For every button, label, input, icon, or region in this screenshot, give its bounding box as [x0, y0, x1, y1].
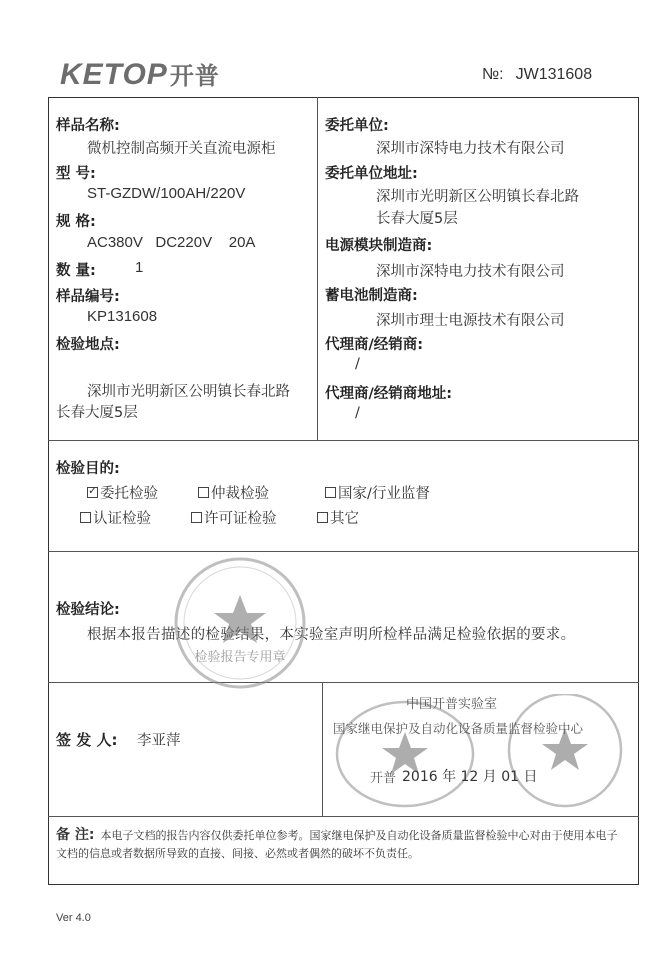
purpose-option-other[interactable] — [317, 507, 359, 528]
location-label: 检验地点: — [56, 337, 120, 353]
row-divider-3 — [48, 682, 639, 683]
checkbox-icon[interactable] — [325, 487, 336, 498]
option-label: 委托检验 — [100, 486, 158, 502]
sample-code-value: KP131608 — [87, 308, 158, 325]
location-line-1: 深圳市光明新区公明镇长春北路 — [87, 384, 290, 400]
option-label: 仲裁检验 — [211, 486, 269, 502]
agent-value: / — [355, 356, 360, 372]
model-value: ST-GZDW/100AH/220V — [87, 185, 246, 202]
client-address-line-1: 深圳市光明新区公明镇长春北路 — [376, 189, 579, 205]
report-no-value: JW131608 — [515, 66, 593, 83]
spec-label: 规 格: — [56, 214, 96, 230]
spec-value: AC380V DC220V 20A — [87, 234, 256, 251]
checkbox-icon[interactable] — [80, 512, 91, 523]
sign-divider — [322, 682, 323, 816]
qty-label: 数 量: — [56, 263, 96, 279]
battery-mfr-value: 深圳市理士电源技术有限公司 — [376, 313, 565, 329]
lab-name: 中国开普实验室 — [406, 697, 498, 712]
purpose-option-license[interactable] — [191, 507, 277, 528]
purpose-option-certification[interactable] — [80, 507, 151, 528]
note — [56, 826, 622, 863]
agent-address-label: 代理商/经销商地址: — [325, 386, 453, 402]
purpose-option-entrusted[interactable] — [87, 482, 158, 503]
inspection-seal — [170, 553, 310, 693]
row-divider-2 — [48, 551, 639, 552]
agent-address-value: / — [355, 405, 360, 421]
option-label: 其它 — [330, 511, 359, 527]
sample-name-label: 样品名称: — [56, 118, 120, 134]
report-number — [482, 66, 592, 84]
center-name: 国家继电保护及自动化设备质量监督检验中心 — [333, 721, 584, 736]
option-label: 许可证检验 — [204, 511, 277, 527]
version-label: Ver 4.0 — [56, 912, 91, 924]
agent-label: 代理商/经销商: — [325, 337, 424, 353]
checkbox-icon[interactable] — [317, 512, 328, 523]
checkbox-icon[interactable] — [191, 512, 202, 523]
purpose-option-arbitration[interactable] — [198, 482, 269, 503]
column-divider — [317, 97, 318, 440]
sample-name-value: 微机控制高频开关直流电源柜 — [87, 141, 276, 157]
row-divider-1 — [48, 440, 639, 441]
option-label: 认证检验 — [93, 511, 151, 527]
checkbox-checked-icon[interactable] — [87, 487, 98, 498]
seal-star-icon — [214, 595, 266, 643]
logo-text: KETOP — [60, 58, 168, 91]
purpose-label: 检验目的: — [56, 461, 120, 477]
signer-name: 李亚萍 — [137, 733, 181, 749]
battery-mfr-label: 蓄电池制造商: — [325, 288, 418, 304]
client-unit-value: 深圳市深特电力技术有限公司 — [376, 141, 565, 157]
model-label: 型 号: — [56, 166, 96, 182]
note-text: 本电子文档的报告内容仅供委托单位参考。国家继电保护及自动化设备质量监督检验中心对由于使用本电子文档的信息或者数据所导致的直接、间接、必然或者偶然的破坏不负责任。 — [56, 829, 618, 860]
signer-label: 签 发 人: — [56, 731, 118, 749]
seal-caption: 检验报告专用章 — [194, 650, 286, 665]
sample-code-label: 样品编号: — [56, 289, 120, 305]
report-no-label: №: — [482, 66, 504, 83]
row-divider-4 — [48, 816, 639, 817]
purpose-option-supervision[interactable] — [325, 482, 430, 503]
module-mfr-value: 深圳市深特电力技术有限公司 — [376, 264, 565, 280]
client-address-label: 委托单位地址: — [325, 166, 418, 182]
note-label: 备 注: — [56, 827, 95, 843]
module-mfr-label: 电源模块制造商: — [325, 238, 433, 254]
client-unit-label: 委托单位: — [325, 118, 389, 134]
conclusion-text: 根据本报告描述的检验结果，本实验室声明所检样品满足检验依据的要求。 — [87, 627, 576, 643]
location-line-2: 长春大厦5层 — [56, 405, 138, 421]
conclusion-label: 检验结论: — [56, 602, 120, 618]
option-label: 国家/行业监督 — [338, 486, 430, 502]
checkbox-icon[interactable] — [198, 487, 209, 498]
logo-cn: 开普 — [169, 63, 220, 90]
issue-date: 2016 年 12 月 01 日 — [402, 769, 538, 785]
lab-short: 开普 — [370, 771, 397, 786]
qty-value: 1 — [135, 259, 144, 276]
ketop-logo — [60, 56, 220, 92]
client-address-line-2: 长春大厦5层 — [376, 211, 458, 227]
